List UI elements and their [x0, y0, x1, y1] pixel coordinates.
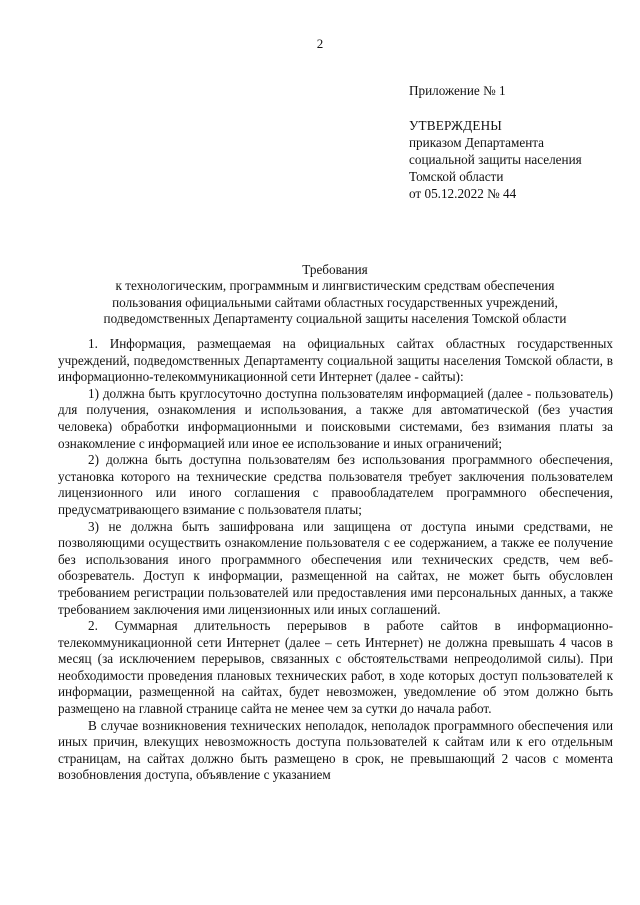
appendix-label: Приложение № 1	[409, 83, 506, 98]
paragraph-continuation: В случае возникновения технических неполадок, неполадок программного обеспечения или иных причин, влекущих невозможность доступа пользователей к сайтам или к его отдельным страницам, на сайтах должно быть размещено в срок, не превышающий 2 часов с момента возобновления доступа, объявление с указанием	[58, 717, 613, 783]
approval-block	[409, 117, 629, 202]
paragraph-item-2: 2. Суммарная длительность перерывов в работе сайтов в информационно-телекоммуникационной сети Интернет (далее – сеть Интернет) не должна превышать 4 часов в месяц (за исключением перерывов, связанных с обстоятельствами непреодолимой силы). При необходимости проведения плановых технических работ, в ходе которых доступ пользователей к информации, размещенной на сайтах, будет невозможен, уведомление об этом должно быть размещено на главной странице сайта не менее чем за сутки до начала работ.	[58, 618, 613, 717]
approval-date-line: от 05.12.2022 № 44	[409, 186, 517, 201]
approval-line: Томской области	[409, 169, 504, 184]
subtitle-line: пользования официальными сайтами областных государственных учреждений,	[112, 294, 558, 310]
document-title: Требования	[302, 262, 368, 277]
paragraph-subitem-2: 2) должна быть доступна пользователям без использования программного обеспечения, установка которого на технические средства пользователя требует заключения пользователем лицензионного или иного соглашения с правообладателем программного обеспечения, предусматривающего взимание с пользователя платы;	[58, 452, 613, 517]
document-body	[58, 336, 613, 784]
page-number: 2	[316, 36, 324, 51]
approval-line: социальной защиты населения	[409, 152, 582, 167]
subtitle-line: подведомственных Департаменту социальной защиты населения Томской области	[103, 311, 567, 327]
paragraph-item-1: 1. Информация, размещаемая на официальных сайтах областных государственных учреждений, подведомственных Департаменту социальной защиты населения Томской области, в информационно-телекоммуникационной сети Интернет (далее - сайты):	[58, 336, 613, 385]
paragraph-subitem-1: 1) должна быть круглосуточно доступна пользователям информацией (далее - пользователь) для получения, ознакомления и использования, а также для автоматической (без участия человека) обработки информационными и поисковыми системами, без взимания платы за ознакомление с информацией или иное ее использование и иных ограничений;	[58, 385, 613, 451]
document-subtitle	[60, 278, 610, 328]
approval-line: приказом Департамента	[409, 135, 545, 150]
approved-heading: УТВЕРЖДЕНЫ	[409, 118, 503, 133]
subtitle-line: к технологическим, программным и лингвистическим средствам обеспечения	[115, 278, 555, 293]
paragraph-subitem-3: 3) не должна быть зашифрована или защищена от доступа иными средствами, не позволяющими осуществить ознакомление пользователя с ее содержанием, а также ее получение без использования иного программного обеспечения или технических средств, чем веб-обозреватель. Доступ к информации, размещенной на сайтах, не может быть обусловлен требованием регистрации пользователей или предоставления ими персональных данных, а также требованием заключения ими лицензионных или иных соглашений.	[58, 518, 613, 617]
